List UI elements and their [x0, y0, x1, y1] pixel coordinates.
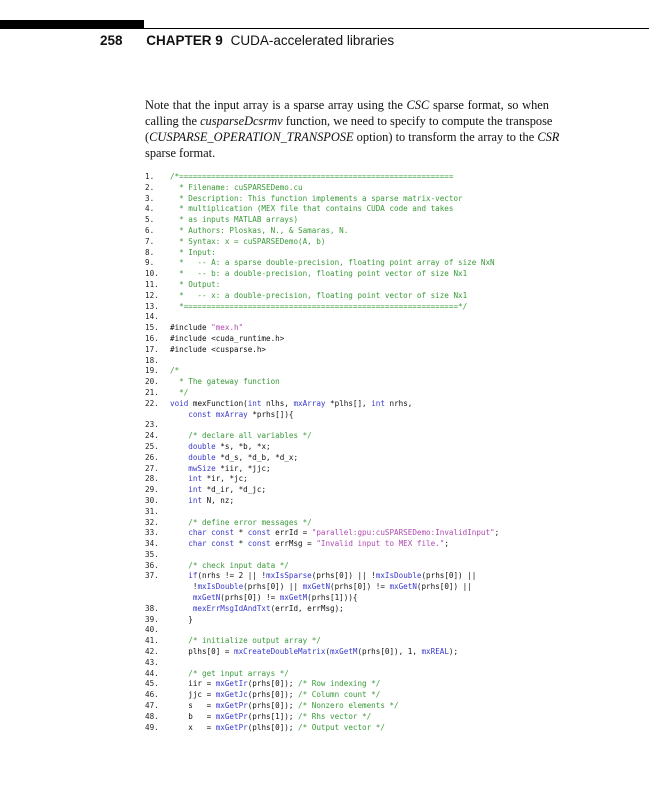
- line-number: 30.: [145, 495, 159, 505]
- code-token: * multiplication (MEX file that contains CUDA code and takes: [170, 204, 454, 214]
- code-token: (prhs[0]), 1,: [357, 647, 422, 657]
- line-number: 4.: [145, 204, 155, 214]
- code-token: mxGetPr: [215, 701, 248, 711]
- line-number: 33.: [145, 528, 159, 538]
- code-token: mxIsSparse: [266, 571, 312, 581]
- code-token: b =: [170, 711, 216, 721]
- code-token: [170, 518, 188, 527]
- line-number: 35.: [145, 549, 159, 559]
- code-token: [170, 561, 188, 570]
- code-token: (prhs[0]);: [247, 679, 299, 689]
- code-token: char const: [188, 528, 235, 538]
- code-line: [145, 712, 499, 723]
- code-text: [170, 701, 399, 712]
- code-token: *: [234, 528, 248, 538]
- paragraph-text: sparse format.: [145, 146, 216, 160]
- code-token: ;: [494, 528, 500, 538]
- code-token: mxGetJc: [215, 690, 248, 700]
- code-line: [145, 366, 499, 377]
- code-text: [170, 679, 380, 690]
- code-token: );: [448, 647, 459, 657]
- code-token: errMsg =: [270, 539, 317, 549]
- code-text: [170, 431, 312, 442]
- code-token: [170, 442, 188, 451]
- line-number: 49.: [145, 722, 159, 732]
- paragraph-italic-term: cusparseDcsrmv: [200, 114, 283, 128]
- code-text: [170, 399, 412, 421]
- line-number: 16.: [145, 333, 159, 343]
- code-line: [145, 464, 499, 475]
- code-line: [145, 248, 499, 259]
- line-number: 29.: [145, 485, 159, 495]
- code-line: [145, 528, 499, 539]
- code-token: mxIsDouble: [197, 582, 244, 592]
- code-text: [170, 723, 385, 734]
- code-token: /* Row indexing */: [298, 679, 381, 689]
- paragraph-line: [145, 97, 549, 113]
- code-token: *plhs[],: [325, 398, 372, 408]
- code-token: const: [188, 409, 212, 419]
- line-number: 26.: [145, 452, 159, 462]
- line-number: 24.: [145, 431, 159, 441]
- code-line: [145, 183, 499, 194]
- code-token: *============================================================*/: [170, 301, 468, 311]
- line-number: 23.: [145, 420, 159, 430]
- line-number: 7.: [145, 236, 155, 246]
- code-token: mxArray: [293, 398, 326, 408]
- line-number: 6.: [145, 225, 155, 235]
- line-number: 17.: [145, 344, 159, 354]
- code-line: [145, 658, 499, 669]
- code-token: /* define error messages */: [188, 517, 312, 527]
- code-line: [145, 442, 499, 453]
- code-text: [170, 647, 458, 658]
- code-token: [170, 593, 193, 602]
- code-token: errId =: [270, 528, 312, 538]
- code-token: (prhs[0]);: [247, 701, 299, 711]
- code-line: [145, 690, 499, 701]
- code-token: /* Rhs vector */: [298, 711, 372, 721]
- code-token: *prhs[]){: [247, 409, 294, 419]
- line-number: 9.: [145, 258, 155, 268]
- code-line: [145, 258, 499, 269]
- line-number: 10.: [145, 269, 159, 279]
- code-token: *: [234, 539, 248, 549]
- code-token: [170, 410, 188, 419]
- code-token: /* initialize output array */: [188, 636, 321, 646]
- code-text: [170, 464, 271, 475]
- code-text: [170, 442, 271, 453]
- code-text: [170, 474, 248, 485]
- header-bar: [0, 20, 144, 29]
- code-line: [145, 215, 499, 226]
- code-token: [170, 539, 188, 548]
- code-token: *iir, *jjc;: [215, 463, 271, 473]
- code-token: * as inputs MATLAB arrays): [170, 215, 299, 225]
- code-token: mxREAL: [421, 647, 449, 657]
- code-token: */: [170, 387, 189, 397]
- line-number: 11.: [145, 279, 159, 289]
- code-token: (errId, errMsg);: [270, 603, 344, 613]
- code-token: !: [170, 582, 198, 592]
- code-token: "Invalid input to MEX file.": [316, 539, 445, 549]
- code-token: [170, 528, 188, 537]
- code-token: [170, 571, 188, 580]
- code-token: void: [170, 398, 189, 408]
- code-text: [170, 194, 463, 205]
- code-line: [145, 388, 499, 399]
- code-line: [145, 194, 499, 205]
- code-text: [170, 366, 179, 377]
- code-text: [170, 453, 298, 464]
- code-token: mexErrMsgIdAndTxt: [192, 603, 271, 613]
- code-token: mwSize: [188, 463, 216, 473]
- code-text: [170, 615, 193, 626]
- code-token: mxGetIr: [215, 679, 248, 689]
- code-text: [170, 280, 220, 291]
- code-token: if: [188, 571, 198, 581]
- line-number: 19.: [145, 366, 159, 376]
- code-text: [170, 712, 371, 723]
- code-token: [170, 485, 188, 494]
- line-number: 43.: [145, 657, 159, 667]
- paragraph-line: [145, 129, 560, 145]
- code-line: [145, 669, 499, 680]
- line-number: 34.: [145, 539, 159, 549]
- paragraph-text: function, we need to specify to compute the transpose: [282, 114, 553, 128]
- line-number: 1.: [145, 172, 155, 181]
- code-token: * Description: This function implements a sparse matrix-vector: [170, 193, 463, 203]
- code-token: mxGetPr: [215, 711, 248, 721]
- code-token: iir =: [170, 679, 216, 689]
- code-token: [170, 669, 188, 678]
- code-line: [145, 679, 499, 690]
- code-token: }: [170, 614, 193, 624]
- line-number: 18.: [145, 355, 159, 365]
- code-token: s =: [170, 701, 216, 711]
- code-line: [145, 334, 499, 345]
- code-token: *d_s, *d_b, *d_x;: [215, 452, 299, 462]
- code-line: [145, 453, 499, 464]
- code-token: * Filename: cuSPARSEDemo.cu: [170, 182, 303, 192]
- line-number: 22.: [145, 398, 159, 408]
- code-token: N, nz;: [202, 495, 235, 505]
- code-token: /* declare all variables */: [188, 431, 312, 441]
- code-token: [170, 496, 188, 505]
- line-number: 44.: [145, 668, 159, 678]
- code-token: int: [188, 485, 203, 495]
- line-number: 20.: [145, 377, 159, 387]
- line-number: 38.: [145, 603, 159, 613]
- chapter-title: CUDA-accelerated libraries: [230, 33, 395, 48]
- code-text: [170, 485, 266, 496]
- paragraph-line: [145, 145, 549, 161]
- code-text: [170, 518, 312, 529]
- paragraph-text: calling the: [145, 114, 201, 128]
- code-token: (nrhs != 2 || !: [197, 571, 267, 581]
- running-head: [100, 33, 394, 48]
- line-number: 47.: [145, 701, 159, 711]
- code-text: [170, 237, 325, 248]
- code-line: [145, 291, 499, 302]
- code-line: [145, 625, 499, 636]
- code-line: [145, 604, 499, 615]
- line-number: 3.: [145, 193, 155, 203]
- code-token: (prhs[1])){: [307, 593, 358, 603]
- code-token: int: [188, 474, 203, 484]
- code-token: #include: [170, 323, 212, 333]
- line-number: 21.: [145, 387, 159, 397]
- line-number: 36.: [145, 560, 159, 570]
- line-number: 41.: [145, 636, 159, 646]
- line-number: 25.: [145, 441, 159, 451]
- code-token: mxGetN: [192, 593, 221, 603]
- code-token: (prhs[0]) !=: [220, 593, 280, 603]
- code-token: x =: [170, 722, 216, 732]
- line-number: 14.: [145, 312, 159, 322]
- code-token: /*: [170, 366, 180, 376]
- code-text: [170, 302, 467, 313]
- code-token: *ir, *jc;: [202, 474, 248, 484]
- code-line: [145, 302, 499, 313]
- code-line: [145, 345, 499, 356]
- code-text: [170, 334, 284, 345]
- code-line: [145, 561, 499, 572]
- code-token: nlhs,: [261, 398, 294, 408]
- code-token: (prhs[0]) ||: [416, 582, 472, 592]
- code-line: [145, 539, 499, 550]
- line-number: 31.: [145, 506, 159, 516]
- code-token: (prhs[0]);: [247, 690, 299, 700]
- code-line: [145, 474, 499, 485]
- code-token: mxCreateDoubleMatrix: [234, 647, 326, 657]
- paragraph-italic-term: CUSPARSE_OPERATION_TRANSPOSE: [149, 130, 354, 144]
- line-number: 46.: [145, 690, 159, 700]
- code-token: [170, 474, 188, 483]
- code-text: [170, 258, 495, 269]
- line-number: 12.: [145, 290, 159, 300]
- code-text: [170, 636, 321, 647]
- code-text: [170, 388, 188, 399]
- code-line: [145, 280, 499, 291]
- code-text: [170, 215, 298, 226]
- code-line: [145, 323, 499, 334]
- code-token: #include <cuda_runtime.h>: [170, 333, 285, 343]
- code-line: [145, 647, 499, 658]
- line-number: 8.: [145, 247, 155, 257]
- code-line: [145, 377, 499, 388]
- code-text: [170, 269, 467, 280]
- code-token: * Syntax: x = cuSPARSEDemo(A, b): [170, 236, 326, 246]
- code-token: /*============================================================: [170, 172, 454, 181]
- paragraph-italic-term: CSC: [406, 98, 430, 112]
- code-token: /* get input arrays */: [188, 668, 289, 678]
- code-line: [145, 485, 499, 496]
- code-text: [170, 204, 453, 215]
- code-token: [170, 604, 193, 613]
- code-text: [170, 172, 453, 183]
- code-token: (: [325, 647, 331, 657]
- body-paragraph: [145, 97, 560, 161]
- code-text: [170, 496, 234, 507]
- code-token: [170, 453, 188, 462]
- code-token: * -- x: a double-precision, floating point vector of size Nx1: [170, 290, 468, 300]
- code-token: /* Nonzero elements */: [298, 701, 399, 711]
- code-line: [145, 636, 499, 647]
- code-token: double: [188, 452, 216, 462]
- code-token: mxArray: [215, 409, 248, 419]
- code-token: (prhs[0]) ||: [421, 571, 477, 581]
- code-text: [170, 323, 243, 334]
- code-token: mexFunction(: [188, 398, 248, 408]
- code-token: [170, 431, 188, 440]
- code-token: * -- A: a sparse double-precision, floating point array of size NxN: [170, 258, 495, 268]
- code-line: [145, 431, 499, 442]
- line-number: 32.: [145, 517, 159, 527]
- code-token: mxGetN: [389, 582, 417, 592]
- code-token: int: [188, 495, 203, 505]
- code-token: mxGetPr: [215, 722, 248, 732]
- paragraph-text: Note that the input array is a sparse array using the: [145, 98, 407, 112]
- code-text: [170, 528, 499, 539]
- line-number: 40.: [145, 625, 159, 635]
- code-token: * Authors: Ploskas, N., & Samaras, N.: [170, 225, 349, 235]
- page-number: 258: [100, 33, 123, 48]
- paragraph-line: [145, 113, 553, 129]
- code-text: [170, 291, 467, 302]
- code-token: "parallel:gpu:cuSPARSEDemo:InvalidInput": [311, 528, 495, 538]
- code-token: /* Output vector */: [298, 722, 385, 732]
- line-number: 42.: [145, 647, 159, 657]
- code-token: ;: [444, 539, 449, 549]
- code-text: [170, 226, 348, 237]
- code-line: [145, 356, 499, 367]
- code-token: jjc =: [170, 690, 216, 700]
- code-text: [170, 248, 216, 259]
- code-token: double: [188, 441, 216, 451]
- code-token: (prhs[0]) ||: [243, 582, 303, 592]
- code-line: [145, 701, 499, 712]
- code-line: [145, 723, 499, 734]
- chapter-label: CHAPTER 9: [146, 33, 223, 48]
- line-number: 39.: [145, 614, 159, 624]
- line-number: 28.: [145, 474, 159, 484]
- line-number: 5.: [145, 215, 155, 225]
- line-number: 2.: [145, 182, 155, 192]
- code-text: [170, 604, 344, 615]
- code-line: [145, 518, 499, 529]
- code-token: plhs[0] =: [170, 647, 235, 657]
- code-token: *d_ir, *d_jc;: [202, 485, 267, 495]
- code-token: * Input:: [170, 247, 216, 257]
- code-text: [170, 561, 289, 572]
- line-number: 45.: [145, 679, 159, 689]
- code-token: "mex.h": [211, 323, 244, 333]
- paragraph-italic-term: CSR: [537, 130, 560, 144]
- code-token: mxGetM: [330, 647, 358, 657]
- code-token: /* check input data */: [188, 560, 289, 570]
- code-token: /* Column count */: [298, 690, 381, 700]
- code-listing: [145, 172, 499, 733]
- line-number: 27.: [145, 463, 159, 473]
- code-line: [145, 571, 499, 603]
- code-text: [170, 183, 303, 194]
- code-token: *s, *b, *x;: [215, 441, 271, 451]
- code-token: int: [371, 398, 385, 408]
- code-line: [145, 226, 499, 237]
- code-token: #include <cusparse.h>: [170, 344, 267, 354]
- code-token: (prhs[0]) || !: [311, 571, 376, 581]
- code-text: [170, 377, 280, 388]
- line-number: 48.: [145, 711, 159, 721]
- code-token: * Output:: [170, 279, 221, 289]
- code-token: const: [247, 539, 271, 549]
- line-number: 13.: [145, 301, 159, 311]
- code-line: [145, 399, 499, 421]
- code-text: [170, 690, 380, 701]
- code-token: [170, 636, 188, 645]
- line-number: 37.: [145, 571, 159, 581]
- code-token: char const: [188, 539, 235, 549]
- code-token: mxGetN: [302, 582, 331, 592]
- code-line: [145, 312, 499, 323]
- code-line: [145, 237, 499, 248]
- paragraph-text: option) to transform the array to the: [353, 130, 538, 144]
- code-token: nrhs,: [384, 398, 413, 408]
- code-line: [145, 172, 499, 183]
- header-rule: [144, 28, 649, 29]
- code-token: [170, 464, 188, 473]
- code-token: mxIsDouble: [375, 571, 422, 581]
- code-line: [145, 507, 499, 518]
- code-line: [145, 420, 499, 431]
- code-token: int: [247, 398, 262, 408]
- code-line: [145, 496, 499, 507]
- code-line: [145, 615, 499, 626]
- code-line: [145, 550, 499, 561]
- code-text: [170, 669, 289, 680]
- paragraph-text: (: [145, 130, 150, 144]
- code-token: (prhs[0]) !=: [330, 582, 390, 592]
- code-token: * -- b: a double-precision, floating point vector of size Nx1: [170, 269, 468, 279]
- code-token: (prhs[1]);: [247, 711, 299, 721]
- code-token: * The gateway function: [170, 377, 280, 387]
- code-token: mxGetM: [279, 593, 308, 603]
- code-token: (plhs[0]);: [247, 722, 299, 732]
- code-text: [170, 571, 476, 603]
- code-token: const: [247, 528, 271, 538]
- line-number: 15.: [145, 323, 159, 333]
- code-text: [170, 345, 266, 356]
- paragraph-text: sparse format, so when: [429, 98, 549, 112]
- code-line: [145, 204, 499, 215]
- code-line: [145, 269, 499, 280]
- code-text: [170, 539, 449, 550]
